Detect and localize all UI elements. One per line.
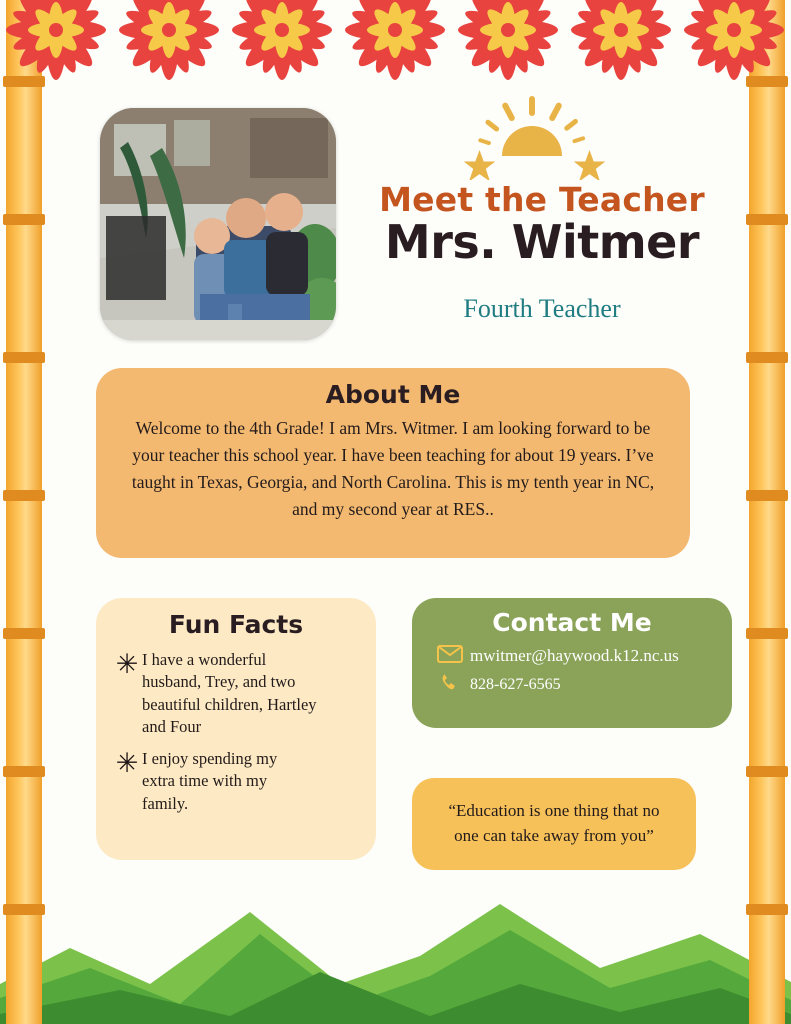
flower-icon [339,0,452,88]
sunburst-icon [432,96,632,180]
phone-icon [430,673,470,697]
about-me-card [96,368,690,558]
contact-phone-row[interactable] [430,673,714,697]
flower-border-top [0,0,791,88]
bamboo-border-right [749,0,785,1024]
quote-card [412,778,696,870]
contact-title: Contact Me [492,608,652,637]
page-title: Mrs. Witmer [384,215,700,269]
about-me-body: Welcome to the 4th Grade! I am Mrs. Witmer. I am looking forward to be your teacher this school year. I have been teaching for about 19 years. I’ve taught in Texas, Georgia, and North Carolina. This is my tenth year in NC, and my second year at RES.. [131,418,655,520]
envelope-icon [430,645,470,667]
asterisk-icon: ✳ [115,649,139,680]
list-item [112,748,360,815]
mountains-decoration [0,864,791,1024]
asterisk-icon: ✳ [115,748,139,780]
contact-email-row[interactable] [430,645,714,667]
contact-phone: 828-627-6565 [470,676,561,693]
fun-facts-title: Fun Facts [168,610,304,639]
quote-text: “Education is one thing that no one can take away from you” [448,801,660,845]
list-item [112,649,360,738]
flower-icon [565,0,678,88]
family-photo [100,108,336,340]
teacher-subtitle: Fourth Teacher [463,294,621,323]
flower-icon [452,0,565,88]
bamboo-border-left [6,0,42,1024]
flower-icon [0,0,113,88]
contact-email: mwitmer@haywood.k12.nc.us [470,646,679,665]
contact-card [412,598,732,728]
flower-icon [226,0,339,88]
flower-icon [113,0,226,88]
fun-facts-card [96,598,376,860]
meet-the-teacher-heading: Meet the Teacher [379,180,705,219]
fun-fact-text: I have a wonderful husband, Trey, and two beautiful children, Hartley and Four [142,650,317,736]
fun-fact-text: I enjoy spending my extra time with my family. [142,749,278,813]
about-me-title: About Me [325,380,461,409]
flower-icon [678,0,791,88]
